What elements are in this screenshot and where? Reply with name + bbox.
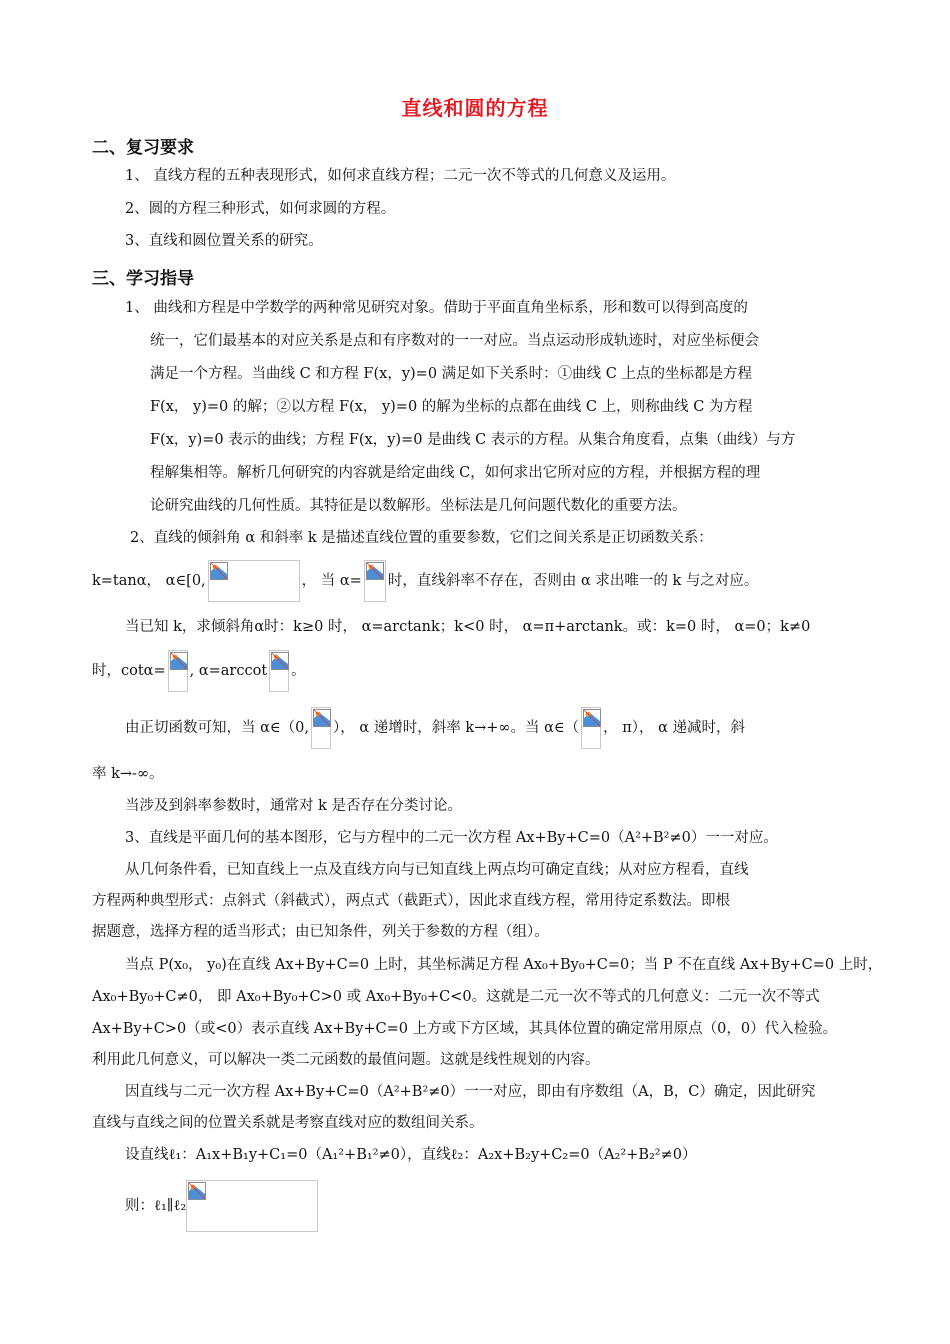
guide-p10: 设直线ℓ₁：A₁x+B₁y+C₁=0（A₁²+B₁²≠0），直线ℓ₂：A₂x+B₂y+C₂=0（A₂²+B₂²≠0） — [125, 1147, 697, 1163]
broken-image-icon — [170, 652, 188, 670]
guide-p8-line-3: Ax+By+C>0（或<0）表示直线 Ax+By+C=0 上方或下方区域，其具体位置的确定常用原点（0，0）代入检验。 — [92, 1021, 838, 1037]
p2-text-b: ， 当 α= — [301, 573, 362, 589]
guide-p6: 3、直线是平面几何的基本图形，它与方程中的二元一次方程 Ax+By+C=0（A²+B²≠0）一一对应。 — [125, 830, 778, 846]
p4-text-c: ， π）， α 递减时，斜 — [603, 720, 746, 736]
p3-text-c: 。 — [291, 663, 306, 679]
page-title: 直线和圆的方程 — [401, 96, 549, 120]
p2-text-a: k=tanα， α∈[0, — [92, 573, 206, 589]
formula-image — [208, 560, 300, 602]
guide-p8-line-2: Ax₀+By₀+C≠0， 即 Ax₀+By₀+C>0 或 Ax₀+By₀+C<0。这就是二元一次不等式的几何意义：二元一次不等式 — [92, 989, 820, 1005]
guide-p1-line-4: F(x， y)=0 的解；②以方程 F(x， y)=0 的解为坐标的点都在曲线 C 上，则称曲线 C 为方程 — [150, 399, 753, 415]
guide-p1-line-2: 统一，它们最基本的对应关系是点和有序数对的一一对应。当点运动形成轨迹时，对应坐标便会 — [150, 333, 759, 349]
guide-p3-line-2 — [92, 650, 306, 692]
formula-image — [269, 650, 289, 692]
guide-p8-line-4: 利用此几何意义，可以解决一类二元函数的最值问题。这就是线性规划的内容。 — [92, 1052, 600, 1068]
broken-image-icon — [583, 709, 601, 727]
review-item-1: 1、 直线方程的五种表现形式，如何求直线方程；二元一次不等式的几何意义及运用。 — [125, 168, 676, 184]
guide-p2-line-2 — [92, 560, 758, 602]
broken-image-icon — [188, 1182, 206, 1200]
guide-p8-line-1: 当点 P(x₀， y₀)在直线 Ax+By+C=0 上时，其坐标满足方程 Ax₀+By₀+C=0；当 P 不在直线 Ax+By+C=0 上时， — [125, 957, 883, 973]
guide-p9-line-1: 因直线与二元一次方程 Ax+By+C=0（A²+B²≠0）一一对应，即由有序数组（A，B，C）确定，因此研究 — [125, 1084, 816, 1100]
section-heading-review: 二、复习要求 — [92, 138, 194, 158]
formula-image — [168, 650, 188, 692]
formula-image — [186, 1180, 318, 1232]
guide-p4-line-1 — [125, 707, 745, 749]
guide-p1-line-1: 1、 曲线和方程是中学数学的两种常见研究对象。借助于平面直角坐标系，形和数可以得到高度的 — [125, 300, 748, 316]
p4-text-a: 由正切函数可知，当 α∈（0, — [125, 720, 309, 736]
p4-text-b: ）， α 递增时，斜率 k→+∞。当 α∈（ — [332, 720, 580, 736]
p3-text-b: , α=arccot — [189, 663, 268, 679]
p3-text-a: 时，cotα= — [92, 663, 166, 679]
section-heading-guide: 三、学习指导 — [92, 269, 194, 289]
review-item-2: 2、圆的方程三种形式，如何求圆的方程。 — [125, 201, 396, 217]
guide-p1-line-6: 程解集相等。解析几何研究的内容就是给定曲线 C，如何求出它所对应的方程，并根据方程的理 — [150, 465, 761, 481]
guide-p7-line-2: 方程两种典型形式：点斜式（斜截式），两点式（截距式），因此求直线方程，常用待定系数法。即根 — [92, 893, 730, 909]
formula-image — [364, 560, 386, 602]
formula-image — [581, 707, 601, 749]
p11-text: 则：ℓ₁∥ℓ₂ — [125, 1198, 187, 1214]
guide-p1-line-5: F(x，y)=0 表示的曲线；方程 F(x，y)=0 是曲线 C 表示的方程。从集合角度看，点集（曲线）与方 — [150, 432, 796, 448]
formula-image — [311, 707, 331, 749]
guide-p2-line-1: 2、直线的倾斜角 α 和斜率 k 是描述直线位置的重要参数，它们之间关系是正切函数关系： — [130, 530, 713, 546]
guide-p1-line-7: 论研究曲线的几何性质。其特征是以数解形。坐标法是几何问题代数化的重要方法。 — [150, 498, 687, 514]
guide-p1-line-3: 满足一个方程。当曲线 C 和方程 F(x，y)=0 满足如下关系时：①曲线 C 上点的坐标都是方程 — [150, 366, 752, 382]
guide-p5: 当涉及到斜率参数时，通常对 k 是否存在分类讨论。 — [125, 798, 463, 814]
guide-p7-line-1: 从几何条件看，已知直线上一点及直线方向与已知直线上两点均可确定直线；从对应方程看，直线 — [125, 862, 749, 878]
broken-image-icon — [366, 562, 384, 580]
p2-text-c: 时，直线斜率不存在，否则由 α 求出唯一的 k 与之对应。 — [387, 573, 759, 589]
guide-p7-line-3: 据题意，选择方程的适当形式；由已知条件，列关于参数的方程（组）。 — [92, 924, 549, 940]
guide-p4-line-2: 率 k→-∞。 — [92, 766, 164, 782]
broken-image-icon — [271, 652, 289, 670]
guide-p9-line-2: 直线与直线之间的位置关系就是考察直线对应的数组间关系。 — [92, 1115, 484, 1131]
broken-image-icon — [313, 709, 331, 727]
guide-p11 — [125, 1180, 320, 1232]
broken-image-icon — [210, 562, 228, 580]
review-item-3: 3、直线和圆位置关系的研究。 — [125, 233, 323, 249]
guide-p3-line-1: 当已知 k，求倾斜角α时：k≥0 时， α=arctank；k<0 时， α=π+arctank。或：k=0 时， α=0；k≠0 — [125, 619, 811, 635]
